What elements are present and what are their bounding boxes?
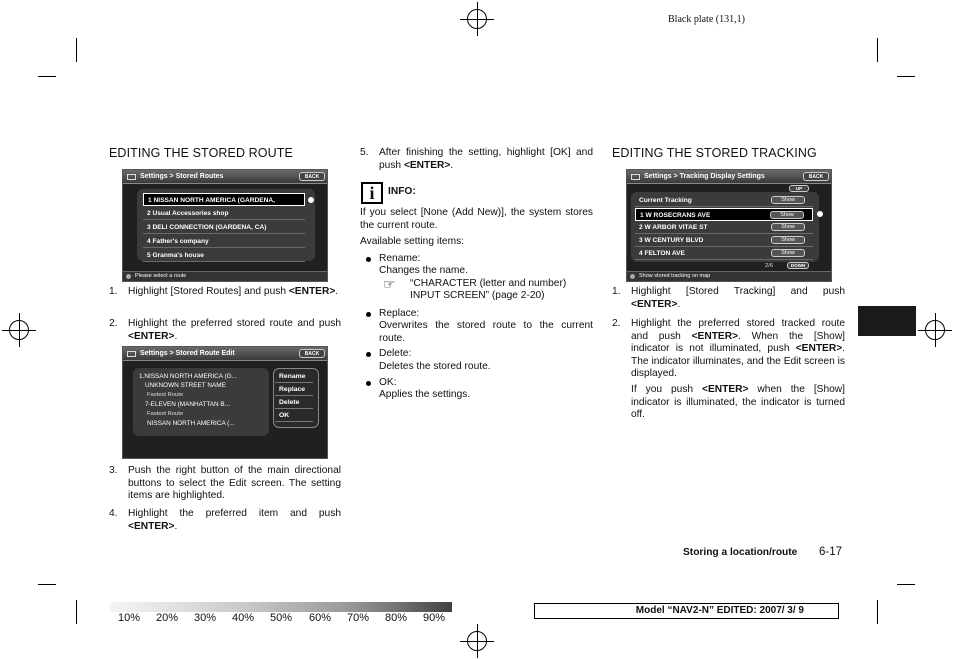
section-heading: EDITING THE STORED ROUTE: [109, 146, 293, 160]
show-toggle[interactable]: Show: [770, 211, 804, 219]
route-row[interactable]: 1 NISSAN NORTH AMERICA (GARDENA,: [143, 193, 305, 206]
menu-icon: [127, 174, 136, 180]
step-1-tracking: 1. Highlight [Stored Tracking] and push <ENTER>.: [612, 286, 845, 310]
chapter-tab: [858, 306, 916, 336]
step-1: 1. Highlight [Stored Routes] and push <ENTER>.: [109, 286, 339, 297]
page-indicator: 2/6: [765, 263, 774, 269]
section-heading: EDITING THE STORED TRACKING: [612, 146, 817, 160]
density-scale-bar: [110, 602, 452, 612]
registration-mark: [460, 624, 494, 658]
screen-title: Settings > Tracking Display Settings: [644, 173, 765, 180]
replace-item[interactable]: Replace: [275, 384, 313, 396]
stored-route-edit-screen: [122, 346, 328, 459]
delete-desc: Deletes the stored route.: [379, 361, 491, 372]
tracking-row[interactable]: 4 FELTON AVE Show: [635, 247, 813, 260]
show-toggle[interactable]: Show: [771, 249, 805, 257]
crop-mark: [76, 38, 77, 62]
down-button[interactable]: DOWN: [787, 262, 809, 269]
rename-desc: Changes the name.: [379, 265, 468, 276]
route-row[interactable]: 2 Usual Accessories shop: [143, 207, 305, 220]
density-percent: 20%: [156, 612, 179, 624]
registration-mark: [918, 313, 952, 347]
registration-mark: [460, 2, 494, 36]
available-items-label: Available setting items:: [360, 236, 465, 247]
crop-mark: [38, 76, 56, 77]
density-percent: 30%: [194, 612, 217, 624]
density-percent: 60%: [309, 612, 332, 624]
scroll-indicator: [308, 197, 314, 203]
model-edit-box: Model “NAV2-N” EDITED: 2007/ 3/ 9: [534, 603, 839, 619]
crop-mark: [877, 38, 878, 62]
crop-mark: [897, 76, 915, 77]
step-2-tracking: 2. Highlight the preferred stored tracked route and push <ENTER>. When the [Show] indicator is not illuminated, push <ENTER>. The indicator illuminates, and the Edit screen is displayed.: [612, 318, 846, 380]
route-row[interactable]: 3 DELI CONNECTION (GARDENA, CA): [143, 221, 305, 234]
density-percent: 80%: [385, 612, 408, 624]
route-line: NISSAN NORTH AMERICA (...: [147, 420, 235, 427]
rename-title: Rename:: [379, 253, 421, 264]
status-text: Please select a route: [135, 273, 187, 279]
ok-item[interactable]: OK: [275, 410, 313, 422]
route-line: 7-ELEVEN (MANHATTAN B...: [145, 401, 230, 408]
info-label: INFO:: [388, 186, 416, 197]
scroll-indicator: [817, 211, 823, 217]
registration-mark: [2, 313, 36, 347]
back-button[interactable]: BACK: [803, 172, 829, 181]
page-number: 6-17: [819, 546, 843, 558]
plate-label: Black plate (131,1): [668, 14, 745, 25]
crop-mark: [76, 600, 77, 624]
density-percent: 50%: [270, 612, 293, 624]
route-line: 1.NISSAN NORTH AMERICA (G...: [139, 373, 237, 380]
show-indicator-paragraph: If you push <ENTER> when the [Show] indicator is illuminated, the indicator is turned off.: [631, 384, 845, 421]
back-button[interactable]: BACK: [299, 349, 325, 358]
tracking-display-settings-screen: [626, 169, 832, 282]
up-button[interactable]: UP: [789, 185, 809, 192]
route-row[interactable]: 5 Granma's house: [143, 249, 305, 262]
info-text: If you select [None (Add New)], the system stores the current route.: [360, 207, 593, 231]
route-line: Fastest Route: [147, 411, 184, 417]
crop-mark: [877, 600, 878, 624]
reference-line-2: INPUT SCREEN” (page 2-20): [410, 290, 545, 301]
tracking-row[interactable]: 2 W ARBOR VITAE ST Show: [635, 221, 813, 234]
current-tracking-row[interactable]: Current Tracking Show: [635, 194, 813, 207]
back-button[interactable]: BACK: [299, 172, 325, 181]
screen-title: Settings > Stored Routes: [140, 173, 224, 180]
bullet: [366, 257, 371, 262]
crop-mark: [897, 584, 915, 585]
bullet: [366, 312, 371, 317]
tracking-row[interactable]: 3 W CENTURY BLVD Show: [635, 234, 813, 247]
step-2: 2. Highlight the preferred stored route and push <ENTER>.: [109, 318, 341, 342]
density-percent: 70%: [347, 612, 370, 624]
ok-title: OK:: [379, 377, 397, 388]
route-line: Fastest Route: [147, 392, 184, 398]
step-3: 3. Push the right button of the main directional buttons to select the Edit screen. The setting items are highlighted.: [109, 465, 341, 502]
density-percent: 10%: [118, 612, 141, 624]
delete-item[interactable]: Delete: [275, 397, 313, 409]
route-row[interactable]: 4 Father's company: [143, 235, 305, 248]
footer-section: Storing a location/route: [683, 547, 798, 558]
show-toggle[interactable]: Show: [771, 223, 805, 231]
menu-icon: [127, 351, 136, 357]
info-icon: i: [361, 182, 383, 204]
replace-desc: Overwrites the stored route to the current route.: [379, 320, 593, 344]
info-dot-icon: [630, 274, 635, 279]
show-toggle[interactable]: Show: [771, 236, 805, 244]
screen-title: Settings > Stored Route Edit: [140, 350, 235, 357]
bullet: [366, 352, 371, 357]
step-5: 5. After finishing the setting, highlight [OK] and push <ENTER>.: [360, 147, 593, 171]
stored-routes-screen: [122, 169, 328, 282]
density-percent: 90%: [423, 612, 446, 624]
density-percent: 40%: [232, 612, 255, 624]
menu-icon: [631, 174, 640, 180]
delete-title: Delete:: [379, 348, 412, 359]
status-text: Show stored tracking on map: [639, 273, 711, 279]
step-4: 4. Highlight the preferred item and push <ENTER>.: [109, 508, 341, 532]
bullet: [366, 381, 371, 386]
reference-pointer-icon: ☞: [383, 276, 396, 292]
show-toggle[interactable]: Show: [771, 196, 805, 204]
reference-line-1: “CHARACTER (letter and number): [410, 278, 567, 289]
info-dot-icon: [126, 274, 131, 279]
rename-item[interactable]: Rename: [275, 371, 313, 383]
crop-mark: [38, 584, 56, 585]
tracking-row[interactable]: 1 W ROSECRANS AVE Show: [635, 208, 813, 221]
replace-title: Replace:: [379, 308, 420, 319]
route-line: UNKNOWN STREET NAME: [145, 382, 226, 389]
ok-desc: Applies the settings.: [379, 389, 471, 400]
